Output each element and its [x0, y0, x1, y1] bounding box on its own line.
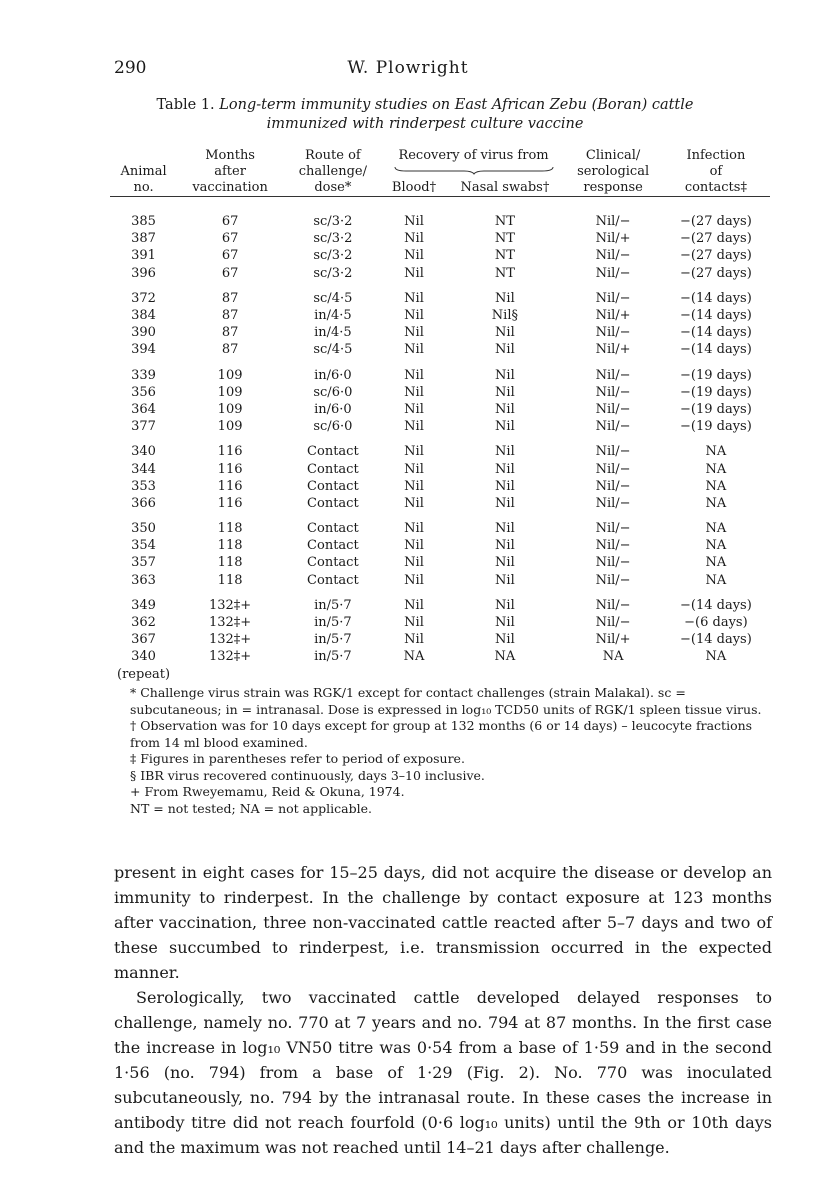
table-row	[110, 537, 770, 554]
table-cell: Nil/−	[595, 214, 631, 230]
header-clinical-2: serological	[577, 164, 650, 179]
table-cell: Nil	[404, 461, 424, 477]
table-cell: Nil	[404, 597, 424, 613]
header-blood: Blood†	[391, 180, 437, 195]
table-cell: 354	[131, 538, 156, 554]
table-row	[110, 384, 770, 401]
page-number: 290	[114, 58, 147, 78]
table-cell: −(27 days)	[679, 231, 752, 247]
table-cell: Contact	[307, 572, 359, 588]
table-cell: Nil	[404, 384, 424, 400]
table-cell: −(14 days)	[679, 325, 752, 341]
table-cell: in/5·7	[314, 632, 352, 648]
table-row	[110, 307, 770, 324]
table-cell: Nil/−	[595, 495, 631, 511]
table-cell: NT	[494, 265, 515, 281]
table-cell: Nil	[495, 401, 515, 417]
table-cell: −(19 days)	[679, 419, 752, 435]
paragraph: Serologically, two vaccinated cattle developed delayed responses to challenge, namely no. 770 at 7 years and no. 794 at 87 months. In the first case the increase in log₁₀ VN50 titre was 0·54 from a base of 1·59 and in the second 1·56 (no. 794) from a base of 1·29 (Fig. 2). No. 770 was inoculated subcutaneously, no. 794 by the intranasal route. In these cases the increase in antibody titre did not reach fourfold (0·6 log₁₀ units) until the 9th or 10th days and the maximum was not reached until 14–21 days after challenge.	[114, 988, 772, 1157]
header-recovery: Recovery of virus from	[398, 148, 549, 163]
table-cell: −(19 days)	[679, 367, 752, 383]
header-clinical-3: response	[583, 180, 643, 195]
table-cell: 394	[131, 342, 156, 358]
table-row	[110, 495, 770, 512]
repeat-note: (repeat)	[117, 666, 171, 682]
table-cell: in/4·5	[314, 308, 352, 324]
table-cell: −(14 days)	[679, 308, 752, 324]
table-row	[110, 554, 770, 571]
table-cell: NA	[705, 444, 727, 460]
table-cell: Nil§	[491, 308, 518, 324]
table-cell: 87	[221, 290, 239, 306]
table-cell: sc/6·0	[313, 384, 353, 400]
table-cell: −(19 days)	[679, 401, 752, 417]
table-cell: sc/4·5	[313, 290, 353, 306]
table-cell: Nil	[404, 555, 424, 571]
table-cell: Nil	[495, 367, 515, 383]
header-months-2: after	[214, 164, 246, 179]
table-row	[110, 614, 770, 631]
table-cell: Nil/−	[595, 478, 631, 494]
table-cell: Nil	[495, 495, 515, 511]
table-cell: NA	[705, 555, 727, 571]
table-cell: sc/6·0	[313, 419, 353, 435]
table-cell: Nil/−	[595, 538, 631, 554]
table-cell: Nil/−	[595, 384, 631, 400]
table-cell: 385	[131, 214, 156, 230]
table-cell: 356	[131, 384, 156, 400]
table-cell: NT	[494, 248, 515, 264]
table-row	[110, 247, 770, 264]
header-infection-3: contacts‡	[684, 180, 747, 195]
table-cell: 116	[217, 461, 243, 477]
table-cell: 118	[217, 521, 243, 537]
caption-title: Long-term immunity studies on East African Zebu (Boran) cattle immunized with rinderpest culture vaccine	[219, 97, 694, 132]
table-cell: Nil/−	[595, 461, 631, 477]
table-body	[110, 213, 770, 683]
table-cell: 396	[131, 265, 156, 281]
group-spacer	[110, 589, 770, 597]
table-cell: Nil	[495, 521, 515, 537]
table-cell: Nil	[495, 384, 515, 400]
table-cell: NA	[705, 461, 727, 477]
table-cell: Nil	[495, 632, 515, 648]
header-route-1: Route of	[305, 148, 361, 163]
table-cell: 391	[131, 248, 156, 264]
table-cell: Nil/−	[595, 615, 631, 631]
table-cell: Contact	[307, 538, 359, 554]
table-row	[110, 597, 770, 614]
table-cell: NA	[705, 538, 727, 554]
table-cell: 350	[131, 521, 156, 537]
table-cell: 353	[131, 478, 156, 494]
table-cell: NA	[705, 478, 727, 494]
table-cell: Nil	[495, 290, 515, 306]
group-spacer	[110, 512, 770, 520]
table-row	[110, 213, 770, 230]
table-cell: 116	[217, 444, 243, 460]
table-cell: Nil	[495, 461, 515, 477]
table-row	[110, 290, 770, 307]
table-cell: 366	[131, 495, 156, 511]
table-cell: Nil	[404, 478, 424, 494]
table-cell: NT	[494, 231, 515, 247]
table-cell: Nil	[495, 572, 515, 588]
table-cell: Nil	[495, 597, 515, 613]
table-cell: 118	[217, 572, 243, 588]
footnote: § IBR virus recovered continuously, days 3–10 inclusive.	[130, 767, 485, 783]
table-cell: sc/3·2	[313, 231, 353, 247]
table-cell: 118	[217, 555, 243, 571]
table-cell: Nil/−	[595, 248, 631, 264]
table-cell: Nil	[404, 214, 424, 230]
footnote: † Observation was for 10 days except for group at 132 months (6 or 14 days) – leucocyte fractions from 14 ml blood examined.	[130, 718, 753, 750]
table-cell: −(14 days)	[679, 632, 752, 648]
table-cell: Nil	[404, 290, 424, 306]
header-animal-2: no.	[133, 180, 154, 195]
table-cell: 87	[221, 342, 239, 358]
table-cell: Nil/+	[595, 342, 631, 358]
table-cell: Nil	[495, 444, 515, 460]
footnote: NT = not tested; NA = not applicable.	[130, 800, 372, 816]
table-row	[110, 367, 770, 384]
table-cell: 372	[131, 290, 156, 306]
table-cell: 109	[217, 384, 243, 400]
paragraph: present in eight cases for 15–25 days, did not acquire the disease or develop an immunity to rinderpest. In the challenge by contact exposure at 123 months after vaccination, three non-vaccinated cattle reacted after 5–7 days and two of these succumbed to rinderpest, i.e. transmission occurred in the expected manner.	[114, 863, 772, 982]
table-cell: Nil/−	[595, 444, 631, 460]
table-row	[110, 418, 770, 435]
table-cell: 364	[131, 401, 156, 417]
table-cell: Nil	[404, 367, 424, 383]
table-cell: Nil	[495, 615, 515, 631]
table-row	[110, 443, 770, 460]
table-cell: Nil	[495, 478, 515, 494]
table-cell: 87	[221, 308, 239, 324]
table-cell: 67	[221, 248, 239, 264]
header-nasal: Nasal swabs†	[460, 180, 550, 195]
table-cell: Contact	[307, 461, 359, 477]
table-cell: Nil/−	[595, 419, 631, 435]
table-cell: Nil	[495, 538, 515, 554]
table-cell: 132‡+	[208, 615, 252, 631]
table-cell: sc/4·5	[313, 342, 353, 358]
table-cell: Nil	[404, 419, 424, 435]
table-cell: Nil	[404, 265, 424, 281]
table-cell: sc/3·2	[313, 248, 353, 264]
table-cell: Nil	[404, 248, 424, 264]
table-cell: Nil/−	[595, 265, 631, 281]
table-cell: Nil/−	[595, 401, 631, 417]
table-cell: 390	[131, 325, 156, 341]
table-cell: 377	[131, 419, 156, 435]
table-cell: 109	[217, 401, 243, 417]
header-clinical-1: Clinical/	[585, 148, 641, 163]
table-cell: Nil	[404, 538, 424, 554]
brace-graphic	[394, 165, 554, 175]
table-cell: 339	[131, 367, 156, 383]
table-row	[110, 572, 770, 589]
table-cell: 340	[131, 444, 156, 460]
recovery-brace	[383, 164, 565, 180]
table-cell: 340	[131, 649, 156, 665]
table-cell: Nil	[404, 521, 424, 537]
table-row	[110, 460, 770, 477]
table-cell: Nil	[404, 572, 424, 588]
table-cell: 349	[131, 597, 156, 613]
table-cell: −(19 days)	[679, 384, 752, 400]
table-cell: −(27 days)	[679, 214, 752, 230]
table-cell: Nil/−	[595, 325, 631, 341]
table-cell: −(27 days)	[679, 248, 752, 264]
footnote: ‡ Figures in parentheses refer to period of exposure.	[130, 751, 465, 766]
table-row	[110, 478, 770, 495]
group-spacer	[110, 435, 770, 443]
table-row	[110, 324, 770, 341]
table-cell: NA	[705, 495, 727, 511]
table-cell: Nil	[495, 419, 515, 435]
footnote: * Challenge virus strain was RGK/1 except for contact challenges (strain Malakal). sc = subcutaneous; in = intranasal. Dose is expressed in log₁₀ TCD50 units of RGK/1 spleen tissue virus.	[130, 685, 762, 717]
table-cell: 87	[221, 325, 239, 341]
header-months-1: Months	[205, 148, 255, 163]
table-cell: Nil/−	[595, 521, 631, 537]
table-cell: Nil/−	[595, 555, 631, 571]
table-cell: NA	[705, 572, 727, 588]
table-cell: 132‡+	[208, 597, 252, 613]
table-cell: 132‡+	[208, 632, 252, 648]
header-rule	[110, 197, 770, 214]
table-cell: NA	[705, 521, 727, 537]
table-cell: −(6 days)	[684, 615, 748, 631]
table-cell: Nil/+	[595, 231, 631, 247]
table-cell: 132‡+	[208, 649, 252, 665]
table-cell: in/6·0	[314, 401, 352, 417]
table-cell: −(27 days)	[679, 265, 752, 281]
table-cell: Nil	[495, 325, 515, 341]
table-cell: 344	[131, 461, 156, 477]
table-cell: Contact	[307, 555, 359, 571]
table-cell: 116	[217, 495, 243, 511]
table-cell: Nil	[404, 325, 424, 341]
header-animal-1: Animal	[120, 164, 167, 179]
table-cell: −(14 days)	[679, 290, 752, 306]
table-cell: in/4·5	[314, 325, 352, 341]
table-cell: NA	[403, 649, 425, 665]
running-head-author: W. Plowright	[347, 58, 469, 78]
table-cell: 357	[131, 555, 156, 571]
table-cell: Nil	[404, 615, 424, 631]
table-cell: 116	[217, 478, 243, 494]
table-cell: −(14 days)	[679, 342, 752, 358]
table-cell: 118	[217, 538, 243, 554]
table-cell: Nil	[404, 444, 424, 460]
table-cell: 67	[221, 265, 239, 281]
table-cell: Nil/−	[595, 290, 631, 306]
immunity-table	[110, 148, 770, 683]
group-spacer	[110, 282, 770, 290]
table-cell: sc/3·2	[313, 265, 353, 281]
table-cell: 109	[217, 367, 243, 383]
table-row	[110, 401, 770, 418]
table-cell: 387	[131, 231, 156, 247]
table-footnotes	[130, 685, 770, 817]
table-cell: 67	[221, 231, 239, 247]
table-cell: in/5·7	[314, 615, 352, 631]
table-cell: 367	[131, 632, 156, 648]
body-text	[114, 860, 772, 1160]
group-spacer	[110, 359, 770, 367]
table-cell: in/6·0	[314, 367, 352, 383]
table-cell: sc/3·2	[313, 214, 353, 230]
table-row	[110, 520, 770, 537]
repeat-note-row	[110, 666, 770, 683]
table-caption	[130, 96, 720, 134]
table-cell: Nil	[495, 555, 515, 571]
table-cell: −(14 days)	[679, 597, 752, 613]
header-months-3: vaccination	[192, 180, 268, 195]
table-cell: Contact	[307, 521, 359, 537]
table-row	[110, 341, 770, 358]
table-cell: Nil/−	[595, 597, 631, 613]
table-row	[110, 631, 770, 648]
table-row	[110, 230, 770, 247]
table-cell: Nil	[404, 632, 424, 648]
header-route-2: challenge/	[298, 164, 367, 179]
table-cell: 67	[221, 214, 239, 230]
table-cell: in/5·7	[314, 649, 352, 665]
table-cell: NA	[705, 649, 727, 665]
table-cell: Nil	[404, 495, 424, 511]
table-row	[110, 648, 770, 665]
table-cell: NT	[494, 214, 515, 230]
table-cell: NA	[494, 649, 516, 665]
header-route-3: dose*	[314, 180, 352, 195]
table-cell: Nil/−	[595, 572, 631, 588]
caption-label: Table 1.	[156, 97, 215, 113]
table-cell: Nil	[404, 308, 424, 324]
table-cell: 363	[131, 572, 156, 588]
table-cell: 109	[217, 419, 243, 435]
table-cell: Nil	[404, 342, 424, 358]
table-cell: Contact	[307, 444, 359, 460]
table-cell: NA	[602, 649, 624, 665]
table-cell: Nil	[495, 342, 515, 358]
table-cell: 362	[131, 615, 156, 631]
header-infection-2: of	[709, 164, 723, 179]
table-cell: Nil	[404, 401, 424, 417]
table-cell: Nil/+	[595, 632, 631, 648]
table-cell: Contact	[307, 478, 359, 494]
table-cell: Contact	[307, 495, 359, 511]
table-cell: Nil/−	[595, 367, 631, 383]
header-infection-1: Infection	[686, 148, 746, 163]
table-cell: in/5·7	[314, 597, 352, 613]
table-row	[110, 265, 770, 282]
table-cell: Nil	[404, 231, 424, 247]
table-cell: Nil/+	[595, 308, 631, 324]
footnote: + From Rweyemamu, Reid & Okuna, 1974.	[130, 784, 405, 799]
table-cell: 384	[131, 308, 156, 324]
